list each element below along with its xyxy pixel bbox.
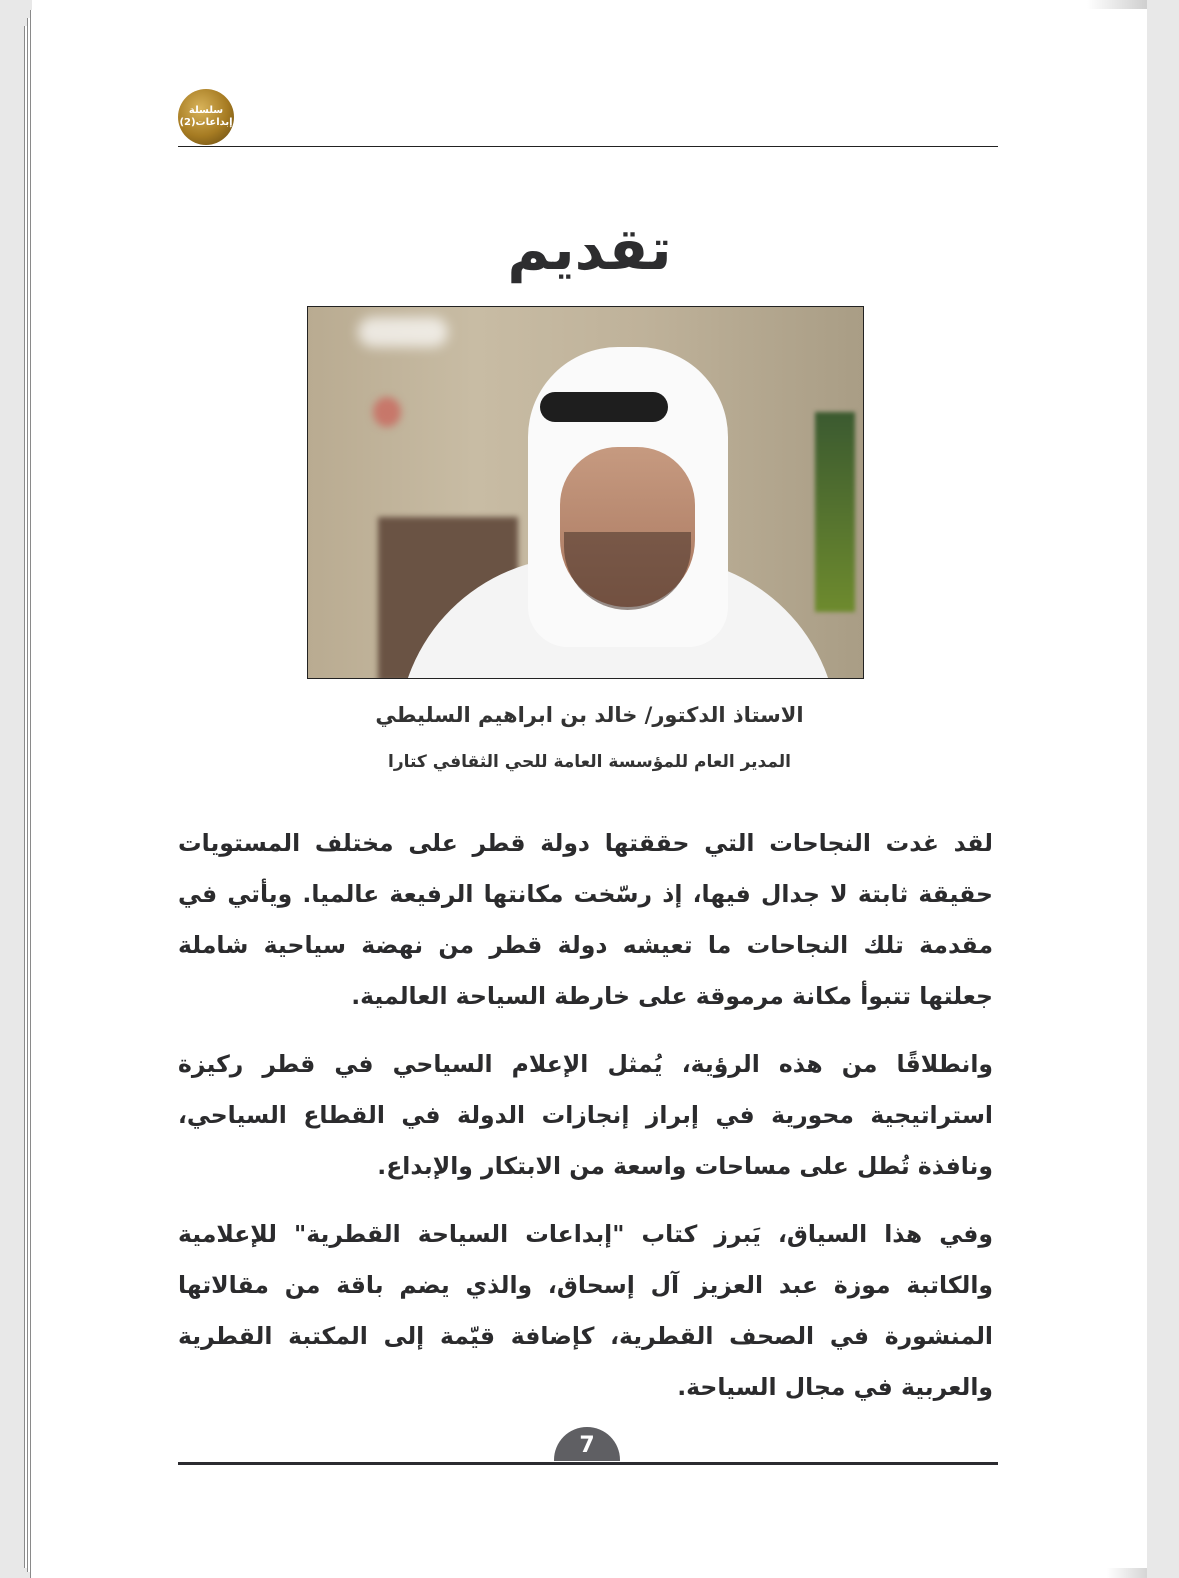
paragraph: وانطلاقًا من هذه الرؤية، يُمثل الإعلام السياحي في قطر ركيزة استراتيجية محورية في إبراز إنجازات الدولة في القطاع السياحي، ونافذة تُطل على مساحات واسعة من الابتكار والإبداع. <box>178 1050 993 1180</box>
caption-role: المدير العام للمؤسسة العامة للحي الثقافي كتارا <box>388 752 791 772</box>
paragraph: وفي هذا السياق، يَبرز كتاب "إبداعات السياحة القطرية" للإعلامية والكاتبة موزة عبد العزيز آل إسحاق، والذي يضم باقة من مقالاتها المنشورة في الصحف القطرية، كإضافة قيّمة إلى المكتبة القطرية والعربية في مجال السياحة. <box>178 1220 993 1401</box>
portrait-photo <box>307 306 864 679</box>
footer-divider <box>178 1462 998 1465</box>
body-text <box>178 818 993 1430</box>
agal <box>540 392 668 422</box>
background-painting <box>815 412 855 612</box>
page-number: 7 <box>554 1427 620 1461</box>
page-curl-shadow <box>1087 0 1147 9</box>
series-label: سلسلة <box>188 105 224 116</box>
page-title: تقديم <box>507 215 672 283</box>
series-logo-badge <box>178 89 234 145</box>
background-light <box>373 397 401 427</box>
page-curl-shadow <box>1107 1568 1147 1578</box>
paragraph: لقد غدت النجاحات التي حققتها دولة قطر على مختلف المستويات حقيقة ثابتة لا جدال فيها، إذ رسّخت مكانتها الرفيعة عالميا. ويأتي في مقدمة تلك النجاحات ما تعيشه دولة قطر من نهضة سياحية شاملة جعلتها تتبوأ مكانة مرموقة على خارطة السياحة العالمية. <box>178 829 993 1010</box>
header-divider <box>178 146 998 147</box>
background-light <box>358 317 448 347</box>
series-number-label: إبداعات(2) <box>179 117 233 128</box>
caption-name: الاستاذ الدكتور/ خالد بن ابراهيم السليطي <box>375 703 804 727</box>
